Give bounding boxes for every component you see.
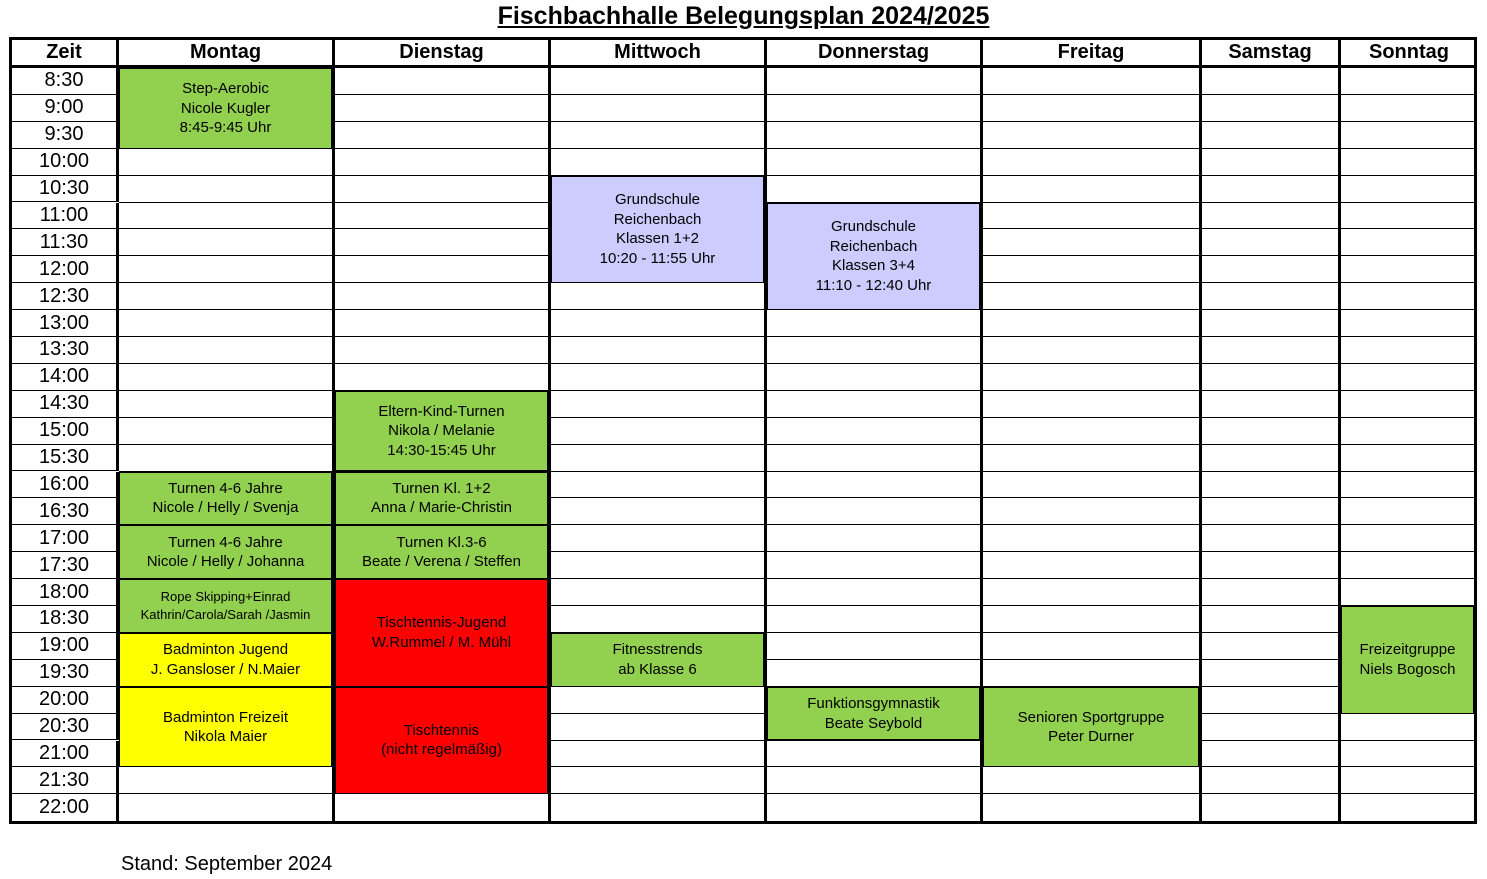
event-line: Freizeitgruppe — [1359, 641, 1456, 659]
event-line: Rope Skipping+Einrad — [160, 588, 291, 604]
time-label: 14:00 — [12, 364, 119, 391]
event-line: Turnen 4-6 Jahre — [168, 479, 283, 497]
event-line: Beate Seybold — [824, 714, 923, 732]
stand-date: Stand: September 2024 — [121, 853, 333, 875]
time-label: 9:30 — [12, 122, 119, 149]
time-label: 18:00 — [12, 579, 119, 606]
event-line: Grundschule — [830, 218, 917, 236]
event-line: Nicole / Helly / Svenja — [152, 499, 299, 517]
event-line: Tischtennis — [403, 721, 480, 739]
event-line: Tischtennis-Jugend — [376, 614, 507, 632]
event-line: Kathrin/Carola/Sarah /Jasmin — [140, 606, 311, 622]
event-block — [335, 579, 548, 687]
event-block — [1341, 606, 1474, 714]
event-line: Funktionsgymnastik — [807, 695, 940, 713]
column-divider — [548, 40, 551, 821]
time-label: 19:30 — [12, 660, 119, 687]
event-line: Anna / Marie-Christin — [371, 499, 512, 517]
time-label: 13:30 — [12, 337, 119, 364]
header-mittwoch: Mittwoch — [551, 40, 767, 68]
event-line: Reichenbach — [613, 210, 702, 228]
event-block — [767, 687, 980, 741]
event-line: Peter Durner — [1048, 728, 1134, 746]
event-line: J. Gansloser / N.Maier — [150, 660, 301, 678]
event-block — [335, 391, 548, 472]
event-line: Fitnesstrends — [612, 641, 703, 659]
time-label: 22:00 — [12, 794, 119, 821]
event-line: Turnen Kl.3-6 — [396, 533, 487, 551]
event-line: Senioren Sportgruppe — [1017, 708, 1165, 726]
time-label: 17:00 — [12, 525, 119, 552]
event-block — [119, 579, 332, 633]
event-line: Eltern-Kind-Turnen — [378, 402, 505, 420]
event-block — [551, 176, 764, 284]
time-label: 16:30 — [12, 498, 119, 525]
schedule-grid — [9, 37, 1477, 824]
time-label: 20:00 — [12, 687, 119, 714]
time-label: 18:30 — [12, 606, 119, 633]
event-block — [119, 525, 332, 579]
event-block — [335, 687, 548, 795]
time-label: 8:30 — [12, 68, 119, 95]
time-label: 15:30 — [12, 445, 119, 472]
event-line: Turnen Kl. 1+2 — [392, 479, 491, 497]
time-label: 20:30 — [12, 714, 119, 741]
event-block — [983, 687, 1199, 768]
time-label: 11:30 — [12, 229, 119, 256]
row-divider — [119, 417, 1477, 418]
event-line: Nikola Maier — [183, 728, 268, 746]
time-label: 15:00 — [12, 418, 119, 445]
time-label: 21:30 — [12, 767, 119, 794]
header-dienstag: Dienstag — [335, 40, 551, 68]
event-line: Klassen 3+4 — [832, 257, 915, 275]
event-line: Badminton Freizeit — [162, 708, 289, 726]
event-line: W.Rummel / M. Mühl — [371, 633, 512, 651]
row-divider — [119, 793, 1477, 794]
event-line: Nikola / Melanie — [388, 422, 495, 440]
header-zeit: Zeit — [12, 40, 119, 68]
event-line: Grundschule — [614, 191, 701, 209]
event-line: 8:45-9:45 Uhr — [179, 119, 272, 137]
time-label: 11:00 — [12, 203, 119, 230]
row-divider — [119, 336, 1477, 337]
event-line: Nicole / Helly / Johanna — [146, 553, 305, 571]
event-line: Klassen 1+2 — [616, 230, 699, 248]
column-divider — [1199, 40, 1202, 821]
time-label: 9:00 — [12, 95, 119, 122]
event-line: (nicht regelmäßig) — [381, 741, 502, 759]
event-block — [119, 472, 332, 526]
event-block — [335, 525, 548, 579]
time-label: 12:30 — [12, 283, 119, 310]
event-block — [119, 633, 332, 687]
event-line: 10:20 - 11:55 Uhr — [599, 249, 716, 267]
header-freitag: Freitag — [983, 40, 1202, 68]
event-block — [767, 203, 980, 311]
event-block — [119, 687, 332, 768]
time-label: 10:30 — [12, 176, 119, 203]
event-block — [551, 633, 764, 687]
time-label: 10:00 — [12, 149, 119, 176]
row-divider — [119, 444, 1477, 445]
header-sonntag: Sonntag — [1341, 40, 1477, 68]
time-label: 16:00 — [12, 472, 119, 499]
row-divider — [119, 390, 1477, 391]
time-label: 21:00 — [12, 741, 119, 768]
header-montag: Montag — [119, 40, 335, 68]
event-line: Badminton Jugend — [162, 641, 289, 659]
header-samstag: Samstag — [1202, 40, 1341, 68]
time-label: 13:00 — [12, 310, 119, 337]
event-block — [335, 472, 548, 526]
page-title: Fischbachhalle Belegungsplan 2024/2025 — [497, 2, 990, 30]
event-line: Niels Bogosch — [1359, 660, 1456, 678]
event-line: Nicole Kugler — [180, 99, 271, 117]
event-line: ab Klasse 6 — [618, 660, 697, 678]
event-line: 11:10 - 12:40 Uhr — [815, 276, 932, 294]
row-divider — [119, 363, 1477, 364]
time-label: 17:30 — [12, 552, 119, 579]
event-line: 14:30-15:45 Uhr — [387, 441, 496, 459]
event-line: Step-Aerobic — [182, 80, 269, 98]
time-label: 14:30 — [12, 391, 119, 418]
row-divider — [119, 175, 1477, 176]
event-line: Beate / Verena / Steffen — [361, 553, 521, 571]
event-block — [119, 68, 332, 149]
event-line: Turnen 4-6 Jahre — [168, 533, 283, 551]
event-line: Reichenbach — [829, 237, 918, 255]
header-donnerstag: Donnerstag — [767, 40, 983, 68]
time-label: 19:00 — [12, 633, 119, 660]
time-label: 12:00 — [12, 256, 119, 283]
